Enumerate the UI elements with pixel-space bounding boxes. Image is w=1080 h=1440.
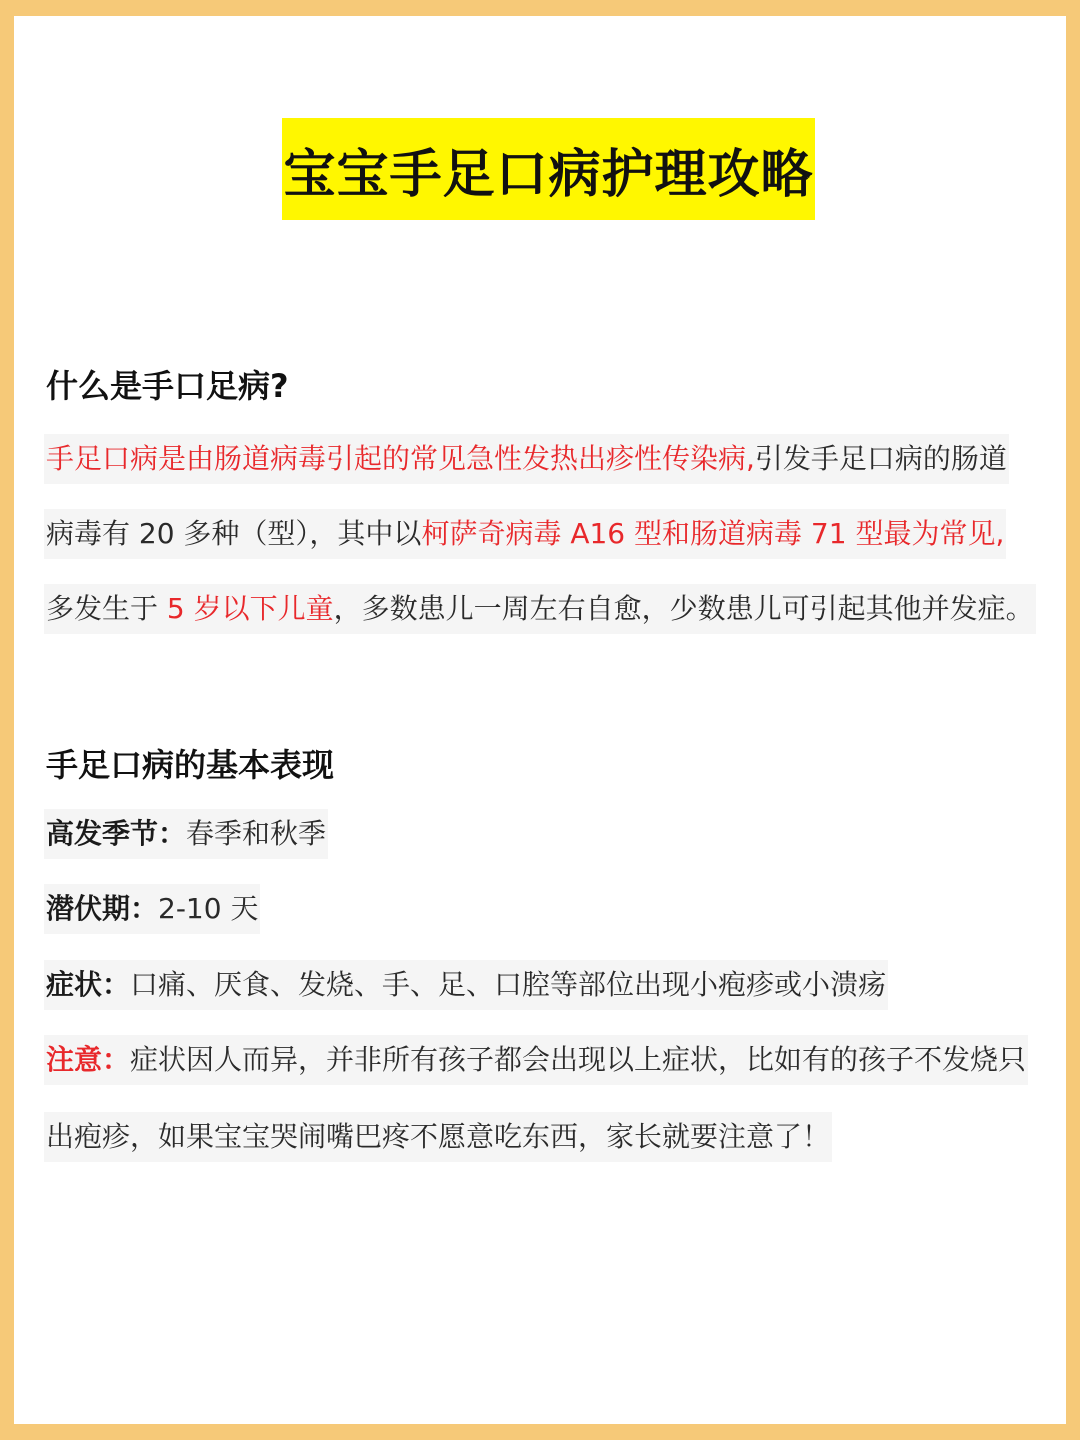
note-row-1 — [44, 1035, 1028, 1085]
definition-line-2 — [44, 509, 1006, 559]
note-text-2: 出疱疹，如果宝宝哭闹嘴巴疼不愿意吃东西，家长就要注意了！ — [46, 1120, 831, 1153]
article-card — [14, 16, 1066, 1424]
age-text-rest: ，多数患儿一周左右自愈，少数患儿可引起其他并发症。 — [333, 592, 1034, 625]
virus-count-text: 病毒有 20 多种（型），其中以 — [46, 517, 422, 550]
season-value: 春季和秋季 — [186, 817, 327, 850]
note-text-1: 症状因人而异，并非所有孩子都会出现以上症状，比如有的孩子不发烧只 — [130, 1043, 1027, 1076]
season-row — [44, 809, 328, 859]
incubation-label: 潜伏期： — [46, 892, 159, 925]
definition-text: 引发手足口病的肠道 — [754, 442, 1007, 475]
title-highlight — [282, 118, 815, 220]
age-highlight: 5 岁以下儿童 — [166, 592, 334, 625]
note-row-2 — [44, 1112, 832, 1162]
note-label: 注意： — [46, 1043, 131, 1076]
age-text-start: 多发生于 — [46, 592, 167, 625]
definition-line-1 — [44, 434, 1009, 484]
symptom-label: 症状： — [46, 968, 131, 1001]
common-virus-highlight: 柯萨奇病毒 A16 型和肠道病毒 71 型最为常见, — [421, 517, 1005, 550]
season-label: 高发季节： — [46, 817, 187, 850]
symptom-row — [44, 960, 888, 1010]
section-heading-symptoms: 手足口病的基本表现 — [46, 746, 335, 784]
section-heading-what-is: 什么是手口足病? — [46, 367, 289, 405]
definition-highlight: 手足口病是由肠道病毒引起的常见急性发热出疹性传染病, — [46, 442, 755, 475]
page-title: 宝宝手足口病护理攻略 — [283, 144, 814, 205]
incubation-value: 2-10 天 — [158, 892, 259, 925]
incubation-row — [44, 884, 260, 934]
definition-line-3 — [44, 584, 1036, 634]
symptom-value: 口痛、厌食、发烧、手、足、口腔等部位出现小疱疹或小溃疡 — [130, 968, 887, 1001]
